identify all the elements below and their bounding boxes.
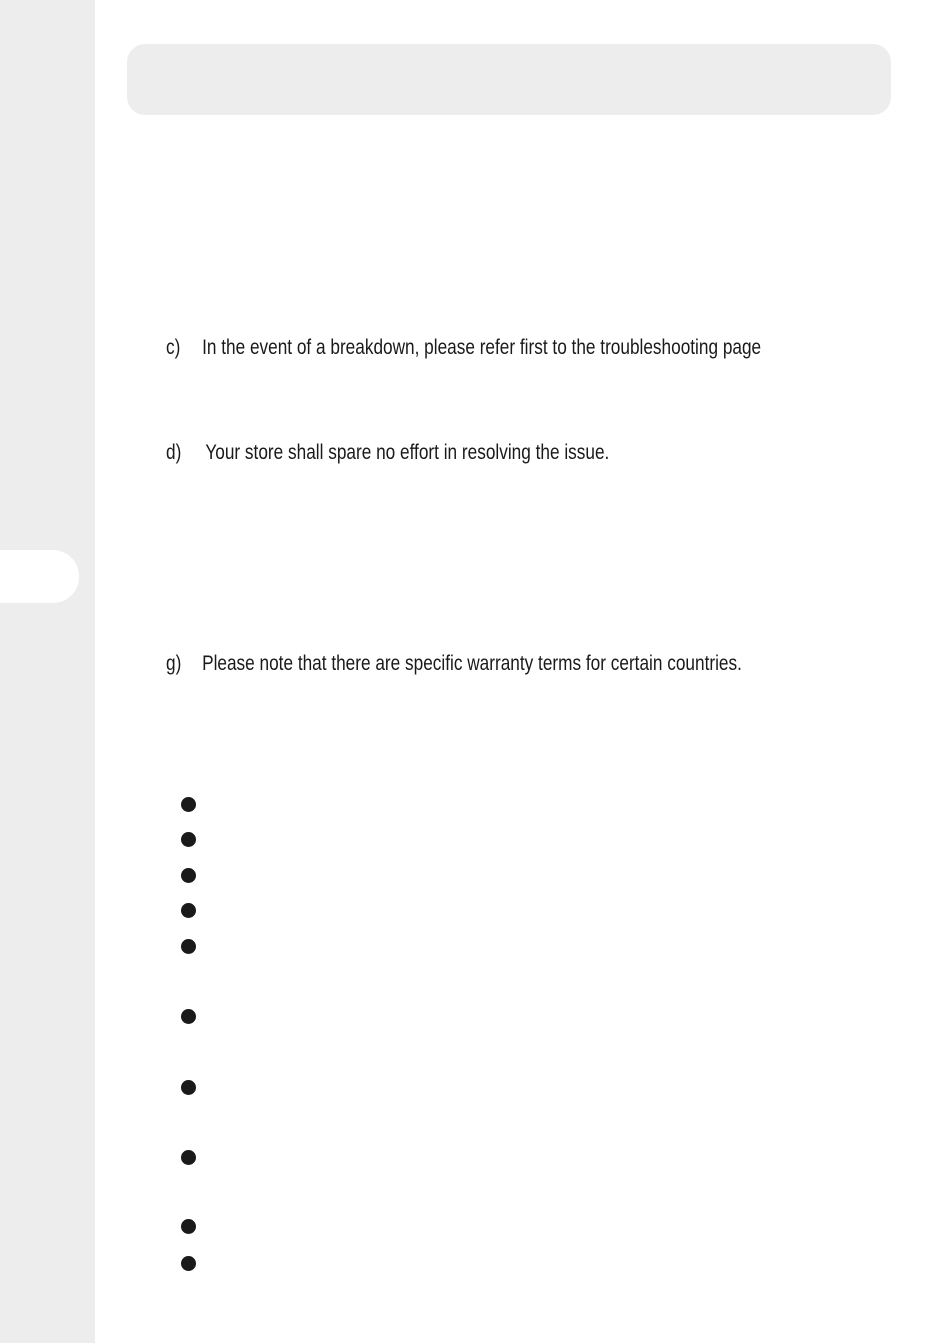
bullet-icon (181, 939, 196, 954)
side-margin-strip (0, 0, 95, 1343)
list-item-g (166, 652, 742, 676)
bullet-icon (181, 1009, 196, 1024)
item-letter: g) (166, 652, 182, 675)
item-letter: d) (166, 441, 182, 464)
bullet-icon (181, 797, 196, 812)
bullet-icon (181, 868, 196, 883)
header-bar (127, 44, 891, 115)
item-text: In the event of a breakdown, please refer first to the troubleshooting page (202, 336, 762, 359)
bullet-icon (181, 1219, 196, 1234)
item-letter: c) (166, 336, 181, 359)
bullet-icon (181, 1256, 196, 1271)
list-item-c (166, 336, 761, 360)
bullet-icon (181, 903, 196, 918)
bullet-icon (181, 1150, 196, 1165)
item-text: Your store shall spare no effort in resolving the issue. (205, 441, 610, 464)
side-page-tab (0, 550, 79, 603)
bullet-icon (181, 1080, 196, 1095)
item-text: Please note that there are specific warranty terms for certain countries. (202, 652, 742, 675)
bullet-icon (181, 832, 196, 847)
list-item-d (166, 441, 609, 465)
